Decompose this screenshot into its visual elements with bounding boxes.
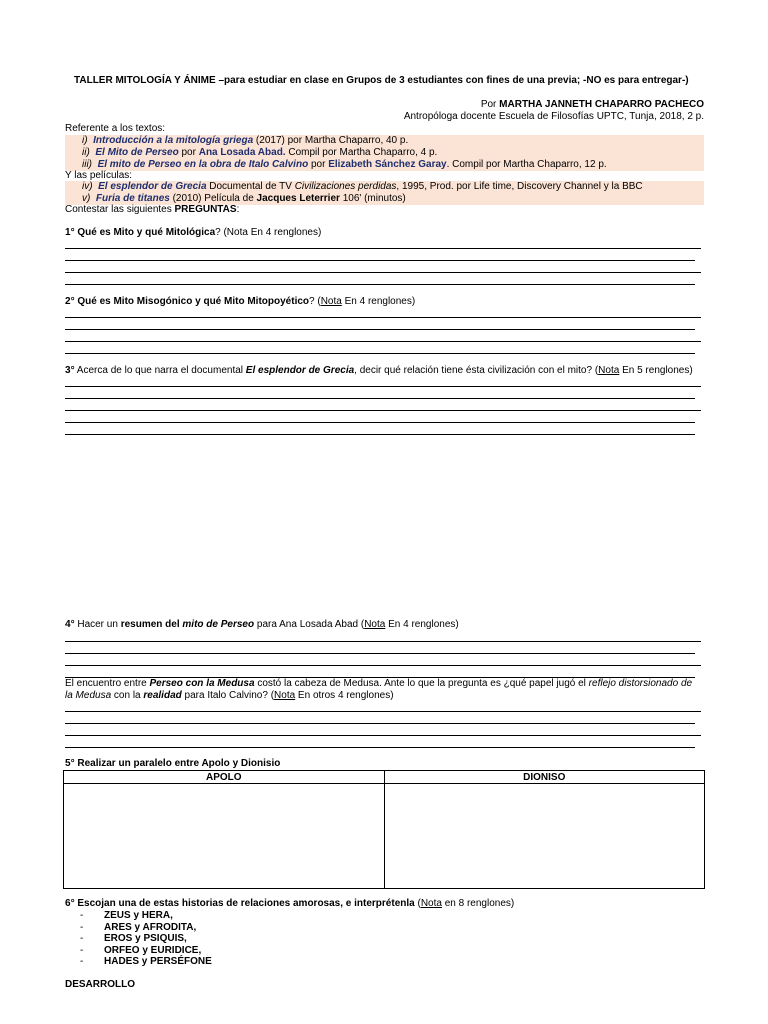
list-item: - ORFEO y EURIDICE, — [80, 944, 202, 956]
answer-line — [65, 434, 695, 435]
answer-line — [65, 398, 695, 399]
answer-line — [65, 747, 695, 748]
question-2: 2° Qué es Mito Misogónico y qué Mito Mitopoyético? (Nota En 4 renglones) — [65, 296, 416, 307]
texto-item-3: iii) El mito de Perseo en la obra de Italo Calvino por Elizabeth Sánchez Garay. Compil por Martha Chaparro, 12 p. — [65, 159, 704, 171]
list-item: - HADES y PERSÉFONE — [80, 956, 212, 967]
answer-line — [65, 735, 701, 736]
texto-author-2: Ana Losada Abad. — [198, 147, 286, 158]
por-label: Por — [480, 99, 497, 110]
texto-item-2: ii) El Mito de Perseo por Ana Losada Abad. Compil por Martha Chaparro, 4 p. — [65, 147, 704, 159]
texto-title-1: Introducción a la mitología griega — [93, 135, 254, 146]
pelicula-title-1: El esplendor de Grecia — [98, 181, 207, 192]
question-6: 6° Escojan una de estas historias de relaciones amorosas, e interprétenla (Nota en 8 renglones) — [65, 898, 515, 909]
list-item: - ARES y AFRODITA, — [80, 921, 197, 933]
peliculas-intro: Y las películas: — [65, 170, 133, 181]
question-3: 3° Acerca de lo que narra el documental El esplendor de Grecia, decir qué relación tiene ésta civilización con el mito? (Nota En 5 renglones) — [65, 365, 693, 376]
answer-line — [65, 329, 695, 330]
paralelo-table — [63, 770, 705, 889]
author-line — [481, 99, 704, 111]
answer-line — [65, 272, 701, 273]
list-item: - ZEUS y HERA, — [80, 910, 173, 921]
answer-line — [65, 248, 701, 249]
answer-line — [65, 341, 701, 342]
answer-line — [65, 260, 695, 261]
pelicula-director: Jacques Leterrier — [256, 193, 340, 204]
texto-title-2: El Mito de Perseo — [95, 147, 179, 158]
texto-author-3: Elizabeth Sánchez Garay — [328, 159, 447, 170]
col-apolo-header: APOLO — [64, 771, 385, 784]
dioniso-cell[interactable] — [384, 784, 705, 889]
contestar-line: Contestar las siguientes PREGUNTAS: — [65, 204, 240, 215]
answer-line — [65, 723, 695, 724]
answer-line — [65, 653, 695, 654]
answer-line — [65, 353, 695, 354]
answer-line — [65, 410, 701, 411]
encuentro-paragraph: El encuentro entre Perseo con la Medusa costó la cabeza de Medusa. Ante lo que la pregunta es ¿qué papel jugó el reflejo distorsionado de la Medusa con la realidad para Italo Calvino? (Nota En otros 4 renglones) — [65, 678, 693, 701]
pelicula-title-2: Furia de titanes — [95, 193, 170, 204]
answer-line — [65, 317, 701, 318]
apolo-cell[interactable] — [64, 784, 385, 889]
question-1: 1° Qué es Mito y qué Mitológica? (Nota En 4 renglones) — [65, 227, 322, 238]
texto-item-1: i) Introducción a la mitología griega (2017) por Martha Chaparro, 40 p. — [65, 135, 704, 147]
couples-list — [80, 910, 212, 968]
page-title: TALLER MITOLOGÍA Y ÁNIME –para estudiar en clase en Grupos de 3 estudiantes con fines de una previa; -NO es para entregar-) — [74, 75, 689, 86]
col-dioniso-header: DIONISO — [384, 771, 705, 784]
pelicula-item-1: iv) El esplendor de Grecia Documental de TV Civilizaciones perdidas, 1995, Prod. por Life time, Discovery Channel y la BBC — [65, 181, 704, 193]
answer-line — [65, 641, 701, 642]
pelicula-item-2: v) Furia de titanes (2010) Película de Jacques Leterrier 106' (minutos) — [65, 193, 704, 205]
question-4: 4° Hacer un resumen del mito de Perseo para Ana Losada Abad (Nota En 4 renglones) — [65, 619, 459, 630]
question-5: 5° Realizar un paralelo entre Apolo y Dionisio — [65, 758, 281, 769]
author-affiliation: Antropóloga docente Escuela de Filosofías UPTC, Tunja, 2018, 2 p. — [403, 111, 704, 122]
texto-title-3: El mito de Perseo en la obra de Italo Calvino — [97, 159, 309, 170]
list-item: - EROS y PSIQUIS, — [80, 933, 187, 944]
textos-intro: Referente a los textos: — [65, 123, 166, 134]
answer-line — [65, 711, 701, 712]
answer-line — [65, 665, 701, 666]
answer-line — [65, 422, 695, 423]
answer-line — [65, 284, 695, 285]
desarrollo-heading: DESARROLLO — [65, 979, 135, 990]
answer-line — [65, 386, 701, 387]
author-name: MARTHA JANNETH CHAPARRO PACHECO — [499, 99, 704, 110]
